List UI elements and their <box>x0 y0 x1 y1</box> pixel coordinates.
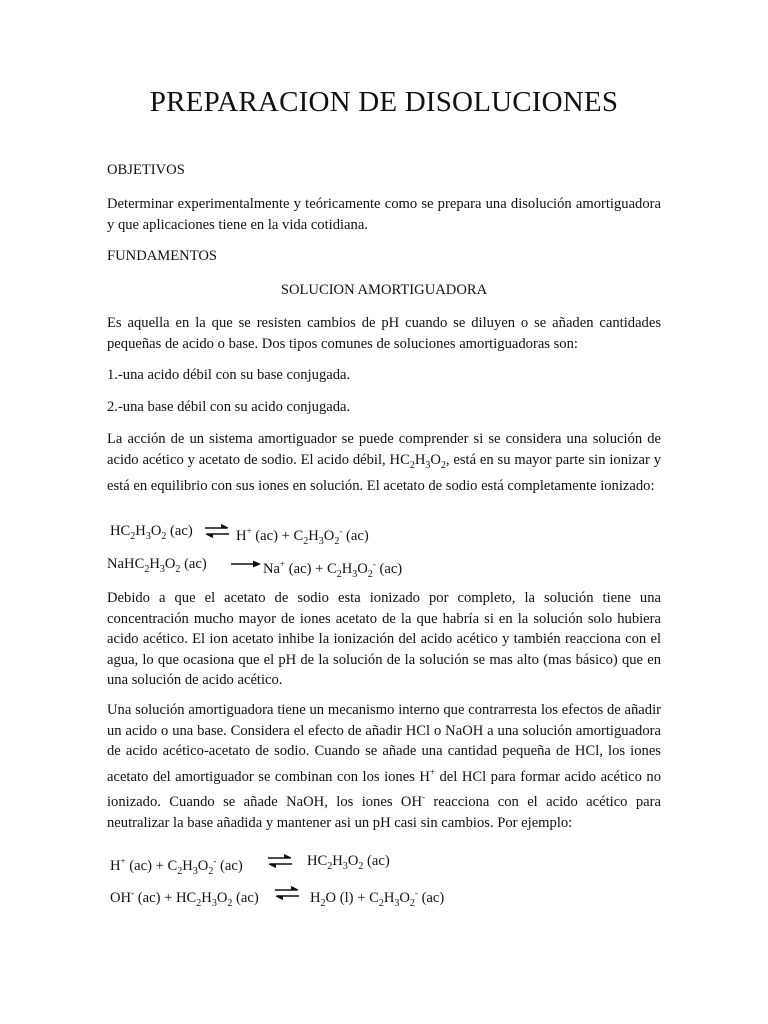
page-title: PREPARACION DE DISOLUCIONES <box>149 86 619 118</box>
eq1-plus: + <box>281 527 290 544</box>
paragraph-buffer-action-text-a: La acción de un sistema amortiguador se puede comprender si se considera una solución de acido acético y acetato de sodio. El acido débil, <box>107 431 661 468</box>
right-arrow-icon <box>231 560 261 568</box>
eq2-plus: + <box>315 560 324 577</box>
eq4-hydroxide: OH- <box>110 888 135 906</box>
eq3-aq-2: (ac) <box>220 857 243 874</box>
eq3-proton: H+ <box>110 856 126 874</box>
eq3-acetate: $C_2H_3O_2^-$ <box>167 856 217 877</box>
eq1-reactant <box>110 521 193 547</box>
eq1-products <box>236 521 369 552</box>
eq3-aq-3: (ac) <box>367 853 390 869</box>
paragraph-buffer-mechanism-text-c: reacciona con el acido acético para neutralizar la base añadida y mantener asi un pH casi sin cambios. Por ejemplo: <box>107 794 661 831</box>
paragraph-ionization-explanation: Debido a que el acetato de sodio esta ionizado por completo, la solución tiene una concentración mucho mayor de iones acetato de la que habría si en la solución solo hubiera acido acético. El ion acetato inhibe la ionización del acido acético y también reacciona con el agua, lo que ocasiona que el pH de la solución de la solución se mas alto (mas básico) que en una solución de acido acético. <box>107 590 661 689</box>
equilibrium-arrow-icon <box>267 854 293 868</box>
eq4-acetic-acid: $HC_2H_3O_2$ <box>175 889 233 909</box>
eq4-plus-2: + <box>357 889 366 906</box>
superscript-minus: - <box>422 792 426 803</box>
eq1-acetic-acid: $HC_2H_3O_2$ <box>110 523 167 542</box>
eq3-product <box>307 851 390 877</box>
eq2-reactant <box>107 554 207 580</box>
eq2-products <box>263 554 402 585</box>
eq2-sodium-ion: Na+ <box>263 559 286 577</box>
objetivos-text: Determinar experimentalmente y teóricamente como se prepara una disolución amortiguadora y que aplicaciones tiene en la vida cotidiana. <box>107 196 661 233</box>
eq3-reactants <box>110 851 243 882</box>
equilibrium-arrow-icon <box>204 524 230 538</box>
eq2-sodium-acetate: $NaHC_2H_3O_2$ <box>107 556 181 575</box>
eq4-water: $H_2O$ <box>310 889 337 909</box>
section-heading-fundamentos: FUNDAMENTOS <box>107 248 218 264</box>
eq4-acetate: $C_2H_3O_2^-$ <box>369 888 418 909</box>
eq1-aq-1: (ac) <box>170 523 193 539</box>
eq2-aq-1: (ac) <box>184 556 207 572</box>
list-item-2: 2.-una base débil con su acido conjugada. <box>107 399 351 415</box>
paragraph-buffer-mechanism <box>107 700 661 833</box>
eq3-acetic-acid: $HC_2H_3O_2$ <box>307 853 364 872</box>
list-item-1: 1.-una acido débil con su base conjugada. <box>107 367 351 383</box>
paragraph-buffer-mechanism-text-a: Una solución amortiguadora tiene un mecanismo interno que contrarresta los efectos de añadir un acido o una base. Considera el efecto de añadir HCl o NaOH a una solución amortiguadora de acido acético-acetato de sodio. Cuando se añade una cantidad pequeña de HCl, los iones acetato del amortiguador se combinan con los iones H <box>107 702 661 785</box>
eq4-liquid: (l) <box>339 889 354 906</box>
eq4-products <box>310 883 444 914</box>
eq4-aq-2: (ac) <box>236 889 259 906</box>
eq4-reactants <box>110 883 259 914</box>
superscript-plus: + <box>429 766 435 777</box>
formula-acetic-acid: $HC_2H_3O_2$ <box>389 451 446 471</box>
eq2-aq-3: (ac) <box>379 560 403 577</box>
eq1-aq-2: (ac) <box>255 527 278 544</box>
eq1-proton: H+ <box>236 526 252 544</box>
eq4-plus: + <box>164 889 173 906</box>
paragraph-definition: Es aquella en la que se resisten cambios de pH cuando se diluyen o se añaden cantidades pequeñas de acido o base. Dos tipos comunes de soluciones amortiguadoras son: <box>107 315 661 352</box>
eq4-aq-1: (ac) <box>137 889 161 906</box>
subheading-solucion-amortiguadora: SOLUCION AMORTIGUADORA <box>280 282 488 298</box>
eq1-acetate: $C_2H_3O_2^-$ <box>293 526 343 547</box>
eq3-plus: + <box>155 857 164 874</box>
equilibrium-arrow-icon <box>274 886 300 900</box>
eq4-aq-3: (ac) <box>421 889 445 906</box>
paragraph-buffer-mechanism-text-b: del HCl para formar acido acético no ionizado. Cuando se añade NaOH, los iones OH <box>107 768 661 811</box>
eq3-aq-1: (ac) <box>129 857 152 874</box>
eq1-aq-3: (ac) <box>346 527 369 544</box>
eq2-aq-2: (ac) <box>288 560 312 577</box>
eq2-acetate: $C_2H_3O_2^-$ <box>327 559 376 580</box>
paragraph-buffer-action <box>107 429 661 497</box>
section-heading-objetivos: OBJETIVOS <box>107 162 185 178</box>
paragraph-buffer-action-text-b: , está en su mayor parte sin ionizar y está en equilibrio con sus iones en solución. El acetato de sodio está completamente ionizado: <box>107 451 661 495</box>
